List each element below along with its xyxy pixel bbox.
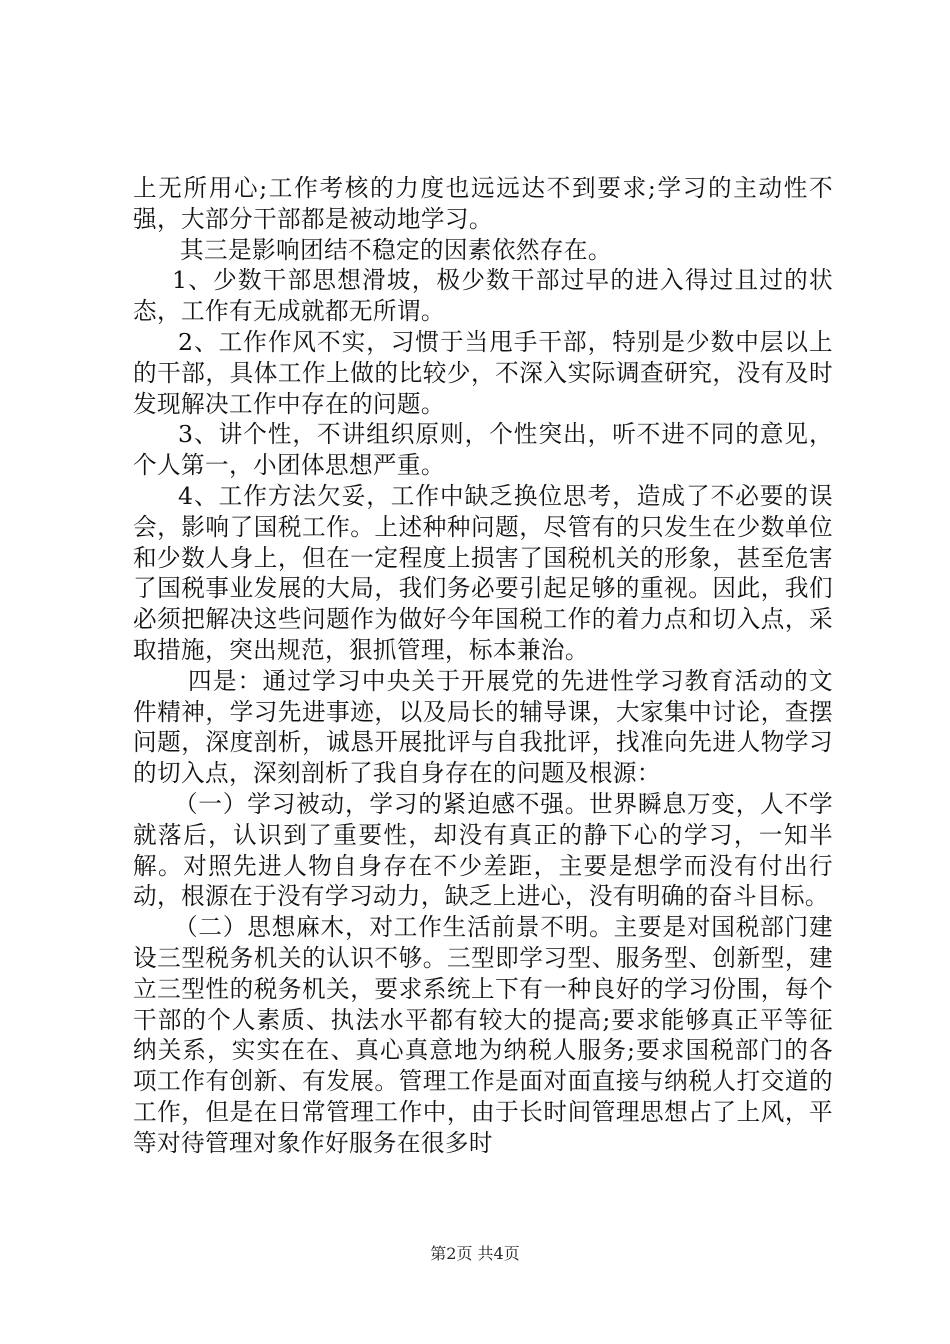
page-number-footer: 第2页 共4页 — [430, 1244, 520, 1263]
paragraph-item-2: 2、工作作风不实，习惯于当甩手干部，特别是少数中层以上的干部，具体工作上做的比较少，不深入实际调查研究，没有及时发现解决工作中存在的问题。 — [133, 327, 833, 418]
paragraph-item-3: 3、讲个性，不讲组织原则，个性突出，听不进不同的意见，个人第一，小团体思想严重。 — [133, 420, 833, 480]
paragraph-point-four: 四是：通过学习中央关于开展党的先进性学习教育活动的文件精神，学习先进事迹，以及局长的辅导课，大家集中讨论，查摆问题，深度剖析，诚恳开展批评与自我批评，找准向先进人物学习的切入点，深刻剖析了我自身存在的问题及根源： — [133, 666, 833, 788]
paragraph-subpoint-2: （二）思想麻木，对工作生活前景不明。主要是对国税部门建设三型税务机关的认识不够。三型即学习型、服务型、创新型，建立三型性的税务机关，要求系统上下有一种良好的学习份围，每个干部的个人素质、执法水平都有较大的提高;要求能够真正平等征纳关系，实实在在、真心真意地为纳税人服务;要求国税部门的各项工作有创新、有发展。管理工作是面对面直接与纳税人打交道的工作，但是在日常管理工作中，由于长时间管理思想占了上风，平等对待管理对象作好服务在很多时 — [133, 913, 833, 1157]
paragraph-point-three: 其三是影响团结不稳定的因素依然存在。 — [180, 235, 612, 264]
document-body — [133, 173, 833, 1159]
paragraph-subpoint-1: （一）学习被动，学习的紧迫感不强。世界瞬息万变，人不学就落后，认识到了重要性，却没有真正的静下心的学习，一知半解。对照先进人物自身存在不少差距，主要是想学而没有付出行动，根源在于没有学习动力，缺乏上进心，没有明确的奋斗目标。 — [133, 789, 833, 911]
paragraph-item-1: 1、少数干部思想滑坡，极少数干部过早的进入得过且过的状态，工作有无成就都无所谓。 — [133, 266, 833, 326]
paragraph-continuation: 上无所用心;工作考核的力度也远远达不到要求;学习的主动性不强，大部分干部都是被动地学习。 — [133, 174, 833, 233]
paragraph-item-4: 4、工作方法欠妥，工作中缺乏换位思考，造成了不必要的误会，影响了国税工作。上述种种问题，尽管有的只发生在少数单位和少数人身上，但在一定程度上损害了国税机关的形象，甚至危害了国税事业发展的大局，我们务必要引起足够的重视。因此，我们必须把解决这些问题作为做好今年国税工作的着力点和切入点，采取措施，突出规范，狠抓管理，标本兼治。 — [133, 481, 833, 664]
